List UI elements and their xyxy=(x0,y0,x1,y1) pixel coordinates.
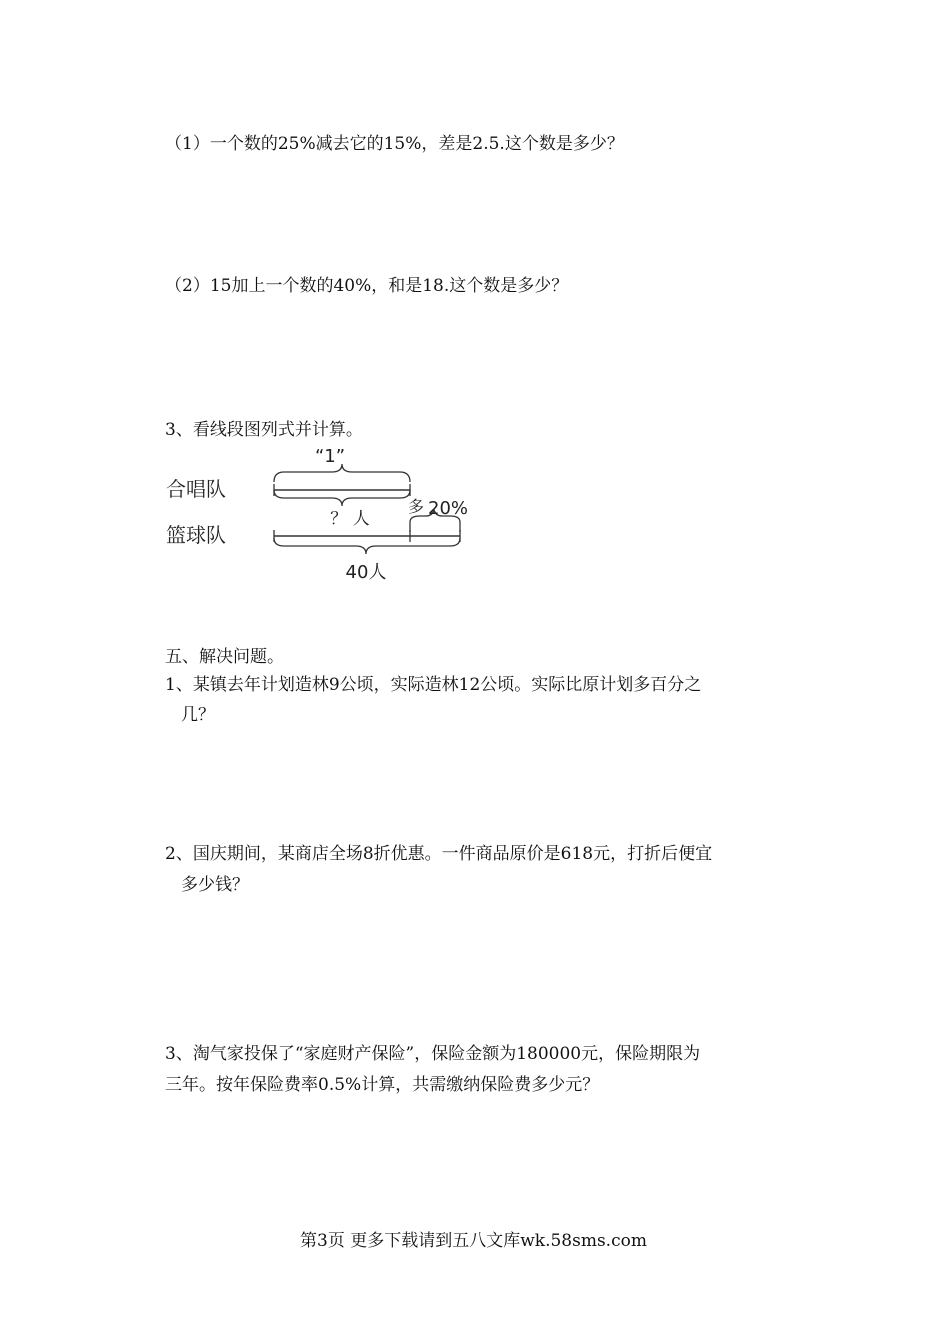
row-label-basketball: 篮球队 xyxy=(166,523,226,547)
brace-bottom xyxy=(274,538,460,554)
more-prefix: 多 xyxy=(408,497,425,516)
label-one: “1” xyxy=(314,446,346,467)
brace-choir-bottom xyxy=(274,490,410,506)
section-5-heading: 五、解决问题。 xyxy=(165,647,284,667)
page-footer: 第3页 更多下载请到五八文库wk.58sms.com xyxy=(300,1231,647,1251)
total-label: 40人 xyxy=(345,562,387,583)
problem-3-line-2: 三年。按年保险费率0.5%计算，共需缴纳保险费多少元？ xyxy=(165,1075,600,1095)
unknown-label: ？ 人 xyxy=(330,509,370,529)
question-2: （2）15加上一个数的40%，和是18.这个数是多少？ xyxy=(165,276,569,296)
problem-2-line-1: 2、国庆期间，某商店全场8折优惠。一件商品原价是618元，打折后便宜 xyxy=(165,844,713,864)
more-percent: 20% xyxy=(428,498,469,519)
brace-top xyxy=(274,464,410,482)
problem-2-line-2: 多少钱？ xyxy=(181,875,249,895)
section-3-heading: 3、看线段图列式并计算。 xyxy=(165,420,363,440)
line-segment-diagram xyxy=(160,440,500,590)
problem-1-line-2: 几？ xyxy=(181,705,215,725)
problem-3-line-1: 3、淘气家投保了“家庭财产保险”，保险金额为180000元，保险期限为 xyxy=(165,1044,701,1064)
row-label-choir: 合唱队 xyxy=(166,477,226,501)
question-1: （1）一个数的25%减去它的15%，差是2.5.这个数是多少？ xyxy=(165,134,624,154)
problem-1-line-1: 1、某镇去年计划造林9公顷，实际造林12公顷。实际比原计划多百分之 xyxy=(165,675,702,695)
